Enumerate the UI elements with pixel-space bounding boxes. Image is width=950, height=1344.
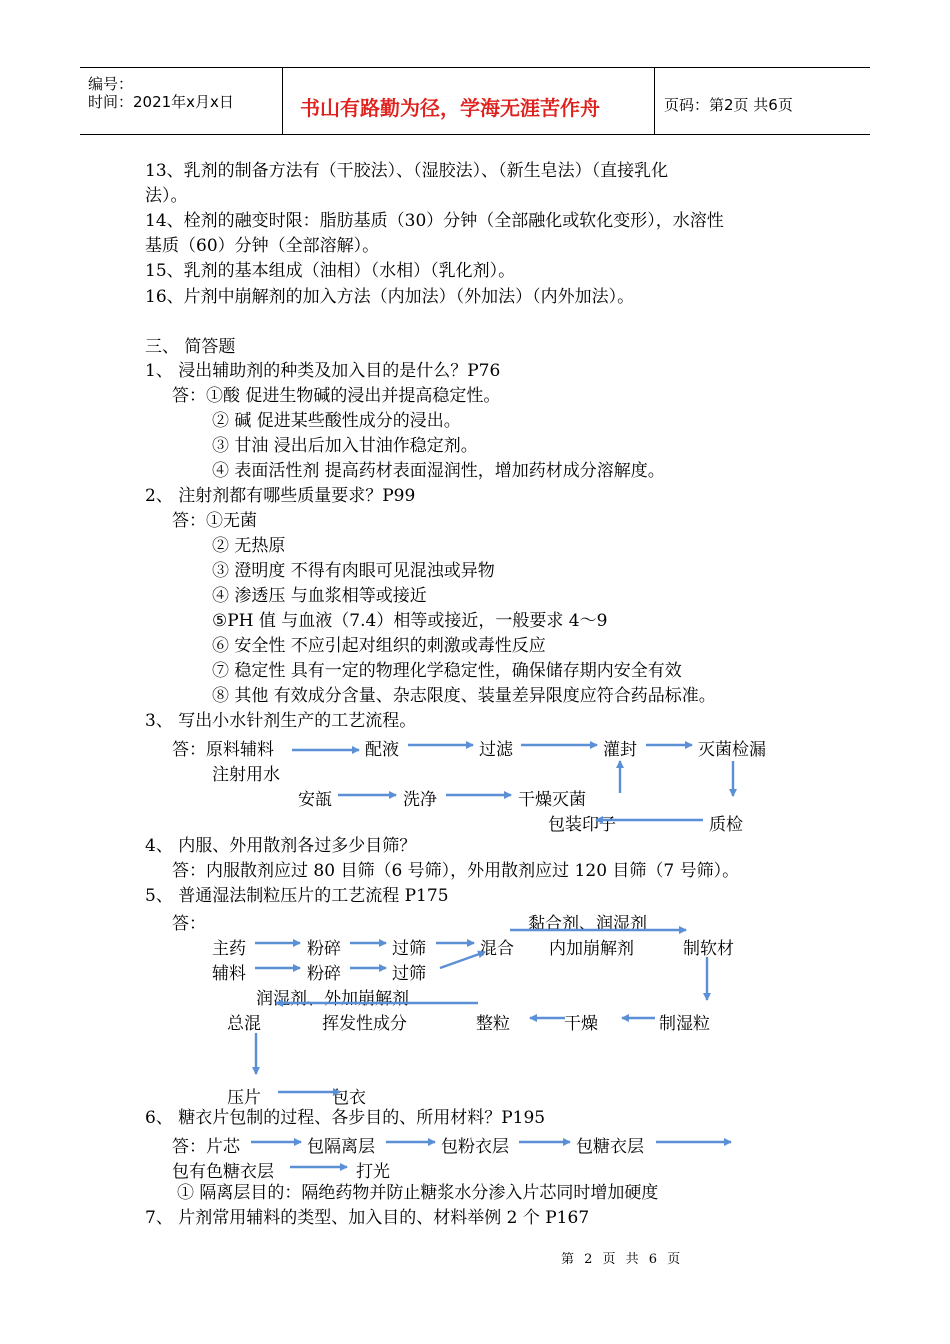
flow-node-dry: 干燥: [564, 1014, 598, 1034]
flow-node-compress: 压片: [227, 1088, 261, 1108]
answer-line: ④ 渗透压 与血浆相等或接近: [212, 586, 427, 606]
answer-line: ③ 澄明度 不得有肉眼可见混浊或异物: [212, 561, 495, 581]
answer-line: ③ 甘油 浸出后加入甘油作稳定剂。: [212, 436, 478, 456]
flow-node-water: 注射用水: [212, 765, 280, 785]
flow-label-wetting-external: 润湿剂、外加崩解剂: [256, 989, 409, 1009]
answer-line: ⑤PH 值 与血液（7.4）相等或接近，一般要求 4～9: [212, 611, 608, 631]
question-7: 7、 片剂常用辅料的类型、加入目的、材料举例 2 个 P167: [145, 1208, 590, 1228]
flow-node-wet-granule: 制湿粒: [659, 1014, 710, 1034]
flow-node-total-mix: 总混: [227, 1014, 261, 1034]
flow-node-polish: 打光: [356, 1162, 390, 1182]
flow-node-crush: 粉碎: [307, 939, 341, 959]
answer-line: ⑥ 安全性 不应引起对组织的刺激或毒性反应: [212, 636, 546, 656]
answer-line: 答：①酸 促进生物碱的浸出并提高稳定性。: [172, 386, 501, 406]
answer-line: ② 碱 促进某些酸性成分的浸出。: [212, 411, 461, 431]
section-heading: 三、 简答题: [145, 337, 236, 357]
question-6: 6、 糖衣片包制的过程、各步目的、所用材料？P195: [145, 1108, 546, 1128]
flow-node-mix: 混合: [480, 939, 514, 959]
fill-item-16: 16、片剂中崩解剂的加入方法（内加法）（外加法）（内外加法）。: [145, 287, 635, 307]
fill-item-13-cont: 法）。: [145, 186, 188, 206]
question-3: 3、 写出小水针剂生产的工艺流程。: [145, 711, 417, 731]
answer-line: ② 无热原: [212, 536, 286, 556]
flow-node-raw: 答：原料辅料: [172, 740, 274, 760]
flow-label-volatile: 挥发性成分: [322, 1014, 407, 1034]
fill-item-15: 15、乳剂的基本组成（油相）（水相）（乳化剂）。: [145, 261, 516, 281]
flow-node-wash: 洗净: [403, 790, 437, 810]
flow-node-sugar: 包糖衣层: [576, 1137, 644, 1157]
header-page-number: 页码：第2页 共6页: [664, 96, 793, 114]
flow-node-soft-material: 制软材: [683, 939, 734, 959]
header-motto: 书山有路勤为径，学海无涯苦作舟: [300, 96, 600, 120]
flow-node-powder: 包粉衣层: [441, 1137, 509, 1157]
answer-line: 答：①无菌: [172, 511, 257, 531]
fill-item-14-cont: 基质（60）分钟（全部溶解）。: [145, 236, 380, 256]
flow-node-fill-seal: 灌封: [603, 740, 637, 760]
flow-node-excipient: 辅料: [212, 964, 246, 984]
flow-node-sterilize: 灭菌检漏: [698, 740, 766, 760]
fill-item-13: 13、乳剂的制备方法有（干胶法）、（湿胶法）、（新生皂法）（直接乳化: [145, 161, 669, 181]
flow-node-sieve: 过筛: [392, 939, 426, 959]
flow-arrow: [440, 952, 485, 968]
answer-line: ⑧ 其他 有效成分含量、杂志限度、装量差异限度应符合药品标准。: [212, 686, 716, 706]
fill-item-14: 14、栓剂的融变时限：脂肪基质（30）分钟（全部融化或软化变形），水溶性: [145, 211, 724, 231]
question-2: 2、 注射剂都有哪些质量要求？P99: [145, 486, 416, 506]
flow-node-ampoule: 安瓿: [298, 790, 332, 810]
flow-label-binder: 黏合剂、润湿剂: [528, 914, 647, 934]
flow-node-sieve: 过筛: [392, 964, 426, 984]
flow-node-dry-sterilize: 干燥灭菌: [518, 790, 586, 810]
question-1: 1、 浸出辅助剂的种类及加入目的是什么？P76: [145, 361, 501, 381]
question-4: 4、 内服、外用散剂各过多少目筛？: [145, 836, 417, 856]
flow-node-filter: 过滤: [479, 740, 513, 760]
answer-line: ⑦ 稳定性 具有一定的物理化学稳定性，确保储存期内安全有效: [212, 661, 682, 681]
flow-node-pack: 包装印子: [548, 815, 616, 835]
flow-node-main-drug: 主药: [212, 939, 246, 959]
header-time: 时间：2021年x月x日: [88, 93, 234, 111]
flow-node-isolation: 包隔离层: [307, 1137, 375, 1157]
header-divider: [654, 67, 655, 135]
flow-node-mix: 配液: [365, 740, 399, 760]
flow-node-crush: 粉碎: [307, 964, 341, 984]
answer-line: 答：内服散剂应过 80 目筛（6 号筛），外用散剂应过 120 目筛（7 号筛）。: [172, 861, 740, 881]
answer-prefix: 答：: [172, 914, 206, 934]
flow-node-coat: 包衣: [332, 1088, 366, 1108]
flow-label-internal-disintegrant: 内加崩解剂: [549, 939, 634, 959]
header-number: 编号：: [88, 75, 134, 93]
flow-node-core: 答：片芯: [172, 1137, 240, 1157]
header-divider: [282, 67, 283, 135]
flow-node-granule-finish: 整粒: [476, 1014, 510, 1034]
flow-node-colored: 包有色糖衣层: [172, 1162, 274, 1182]
footer-page-number: 第 2 页 共 6 页: [561, 1252, 684, 1267]
answer-line: ④ 表面活性剂 提高药材表面湿润性，增加药材成分溶解度。: [212, 461, 665, 481]
answer-line: ① 隔离层目的：隔绝药物并防止糖浆水分渗入片芯同时增加硬度: [177, 1183, 659, 1203]
flow-node-inspect: 质检: [709, 815, 743, 835]
question-5: 5、 普通湿法制粒压片的工艺流程 P175: [145, 886, 449, 906]
